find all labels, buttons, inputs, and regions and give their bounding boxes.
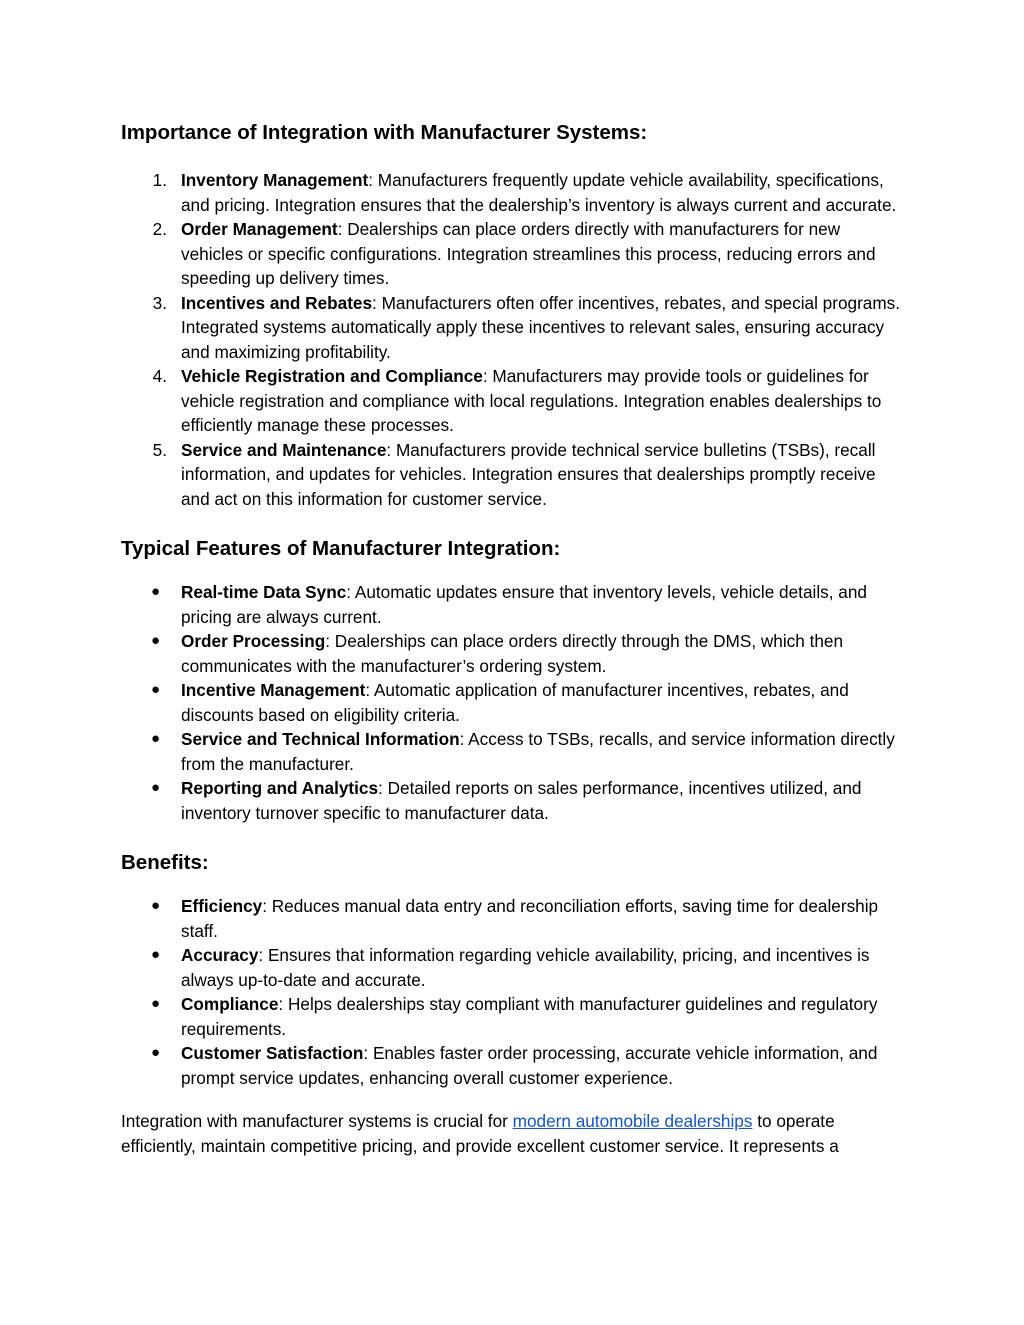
- item-text: : Manufacturers provide technical service bulletins (TSBs), recall information, and updates for vehicles. Integration ensures that dealerships promptly receive and act on this information for customer service.: [181, 439, 876, 509]
- item-term: Customer Satisfaction: [181, 1043, 364, 1063]
- list-number: 5.: [152, 439, 167, 460]
- closing-text-after: to operate efficiently, maintain competitive pricing, and provide excellent customer service. It represents a: [121, 1111, 839, 1156]
- list-number: 1.: [152, 170, 167, 190]
- closing-paragraph: [121, 1109, 906, 1158]
- list-item: [121, 629, 906, 678]
- item-term: Service and Technical Information: [181, 729, 460, 749]
- item-term: Incentives and Rebates: [181, 292, 373, 313]
- list-item: [121, 678, 906, 727]
- list-number: 2.: [152, 219, 167, 239]
- section-heading-benefits: Benefits:: [121, 851, 209, 874]
- list-item: [121, 168, 906, 217]
- list-item: [121, 438, 906, 512]
- bullet-icon: ●: [151, 995, 161, 1012]
- item-text: : Access to TSBs, recalls, and service information directly from the manufacturer.: [181, 729, 895, 774]
- item-text: : Detailed reports on sales performance, incentives utilized, and inventory turnover specific to manufacturer data.: [181, 778, 862, 823]
- item-term: Order Processing: [181, 631, 326, 651]
- item-term: Accuracy: [181, 945, 259, 965]
- bullet-icon: ●: [151, 632, 161, 649]
- list-item: [121, 776, 906, 825]
- bullet-icon: ●: [151, 681, 161, 698]
- list-item: [121, 943, 906, 992]
- item-text: : Dealerships can place orders directly through the DMS, which then communicates with the manufacturer’s ordering system.: [181, 631, 844, 676]
- closing-text-before: Integration with manufacturer systems is crucial for: [121, 1111, 513, 1131]
- dealerships-link[interactable]: modern automobile dealerships: [512, 1111, 753, 1131]
- bullet-icon: ●: [151, 897, 161, 914]
- item-text: : Automatic updates ensure that inventory levels, vehicle details, and pricing are always current.: [181, 582, 867, 627]
- item-term: Inventory Management: [181, 170, 369, 190]
- list-item: [121, 291, 906, 365]
- document-content: [121, 118, 906, 1158]
- item-term: Real-time Data Sync: [181, 582, 347, 602]
- item-term: Compliance: [181, 994, 279, 1014]
- bullet-icon: ●: [151, 583, 161, 600]
- list-item: [121, 894, 906, 943]
- item-term: Reporting and Analytics: [181, 778, 379, 798]
- list-item: [121, 1041, 906, 1090]
- item-text: : Ensures that information regarding vehicle availability, pricing, and incentives is always up-to-date and accurate.: [181, 945, 870, 990]
- item-text: : Dealerships can place orders directly with manufacturers for new vehicles or specific configurations. Integration streamlines this process, reducing errors and speeding up delivery times.: [181, 219, 876, 288]
- bullet-icon: ●: [151, 730, 161, 747]
- section-heading-features: Typical Features of Manufacturer Integration:: [121, 537, 561, 560]
- item-term: Incentive Management: [181, 680, 366, 700]
- item-term: Vehicle Registration and Compliance: [181, 366, 483, 386]
- list-item: [121, 364, 906, 438]
- bullet-icon: ●: [151, 779, 161, 796]
- features-list: [121, 580, 906, 825]
- section-heading-importance: Importance of Integration with Manufacturer Systems:: [121, 121, 648, 144]
- item-text: : Manufacturers may provide tools or guidelines for vehicle registration and compliance with local regulations. Integration enables dealerships to efficiently manage these processes.: [181, 366, 882, 435]
- item-text: : Manufacturers frequently update vehicle availability, specifications, and pricing. Integration ensures that the dealership’s inventory is always current and accurate.: [181, 170, 897, 215]
- item-text: : Helps dealerships stay compliant with manufacturer guidelines and regulatory requirements.: [181, 994, 878, 1039]
- item-term: Service and Maintenance: [181, 439, 387, 460]
- bullet-icon: ●: [151, 1044, 161, 1061]
- list-number: 4.: [152, 366, 167, 386]
- item-text: : Enables faster order processing, accurate vehicle information, and prompt service updates, enhancing overall customer experience.: [181, 1043, 878, 1088]
- item-text: : Manufacturers often offer incentives, rebates, and special programs. Integrated systems automatically apply these incentives to relevant sales, ensuring accuracy and maximizing profitability.: [181, 292, 901, 362]
- list-number: 3.: [152, 292, 167, 313]
- list-item: [121, 992, 906, 1041]
- benefits-list: [121, 894, 906, 1090]
- item-text: : Automatic application of manufacturer incentives, rebates, and discounts based on eligibility criteria.: [181, 680, 849, 725]
- item-text: : Reduces manual data entry and reconciliation efforts, saving time for dealership staff.: [181, 896, 879, 941]
- list-item: [121, 580, 906, 629]
- item-term: Order Management: [181, 219, 338, 239]
- list-item: [121, 217, 906, 291]
- list-item: [121, 727, 906, 776]
- bullet-icon: ●: [151, 946, 161, 963]
- item-term: Efficiency: [181, 896, 263, 916]
- importance-list: [121, 168, 906, 511]
